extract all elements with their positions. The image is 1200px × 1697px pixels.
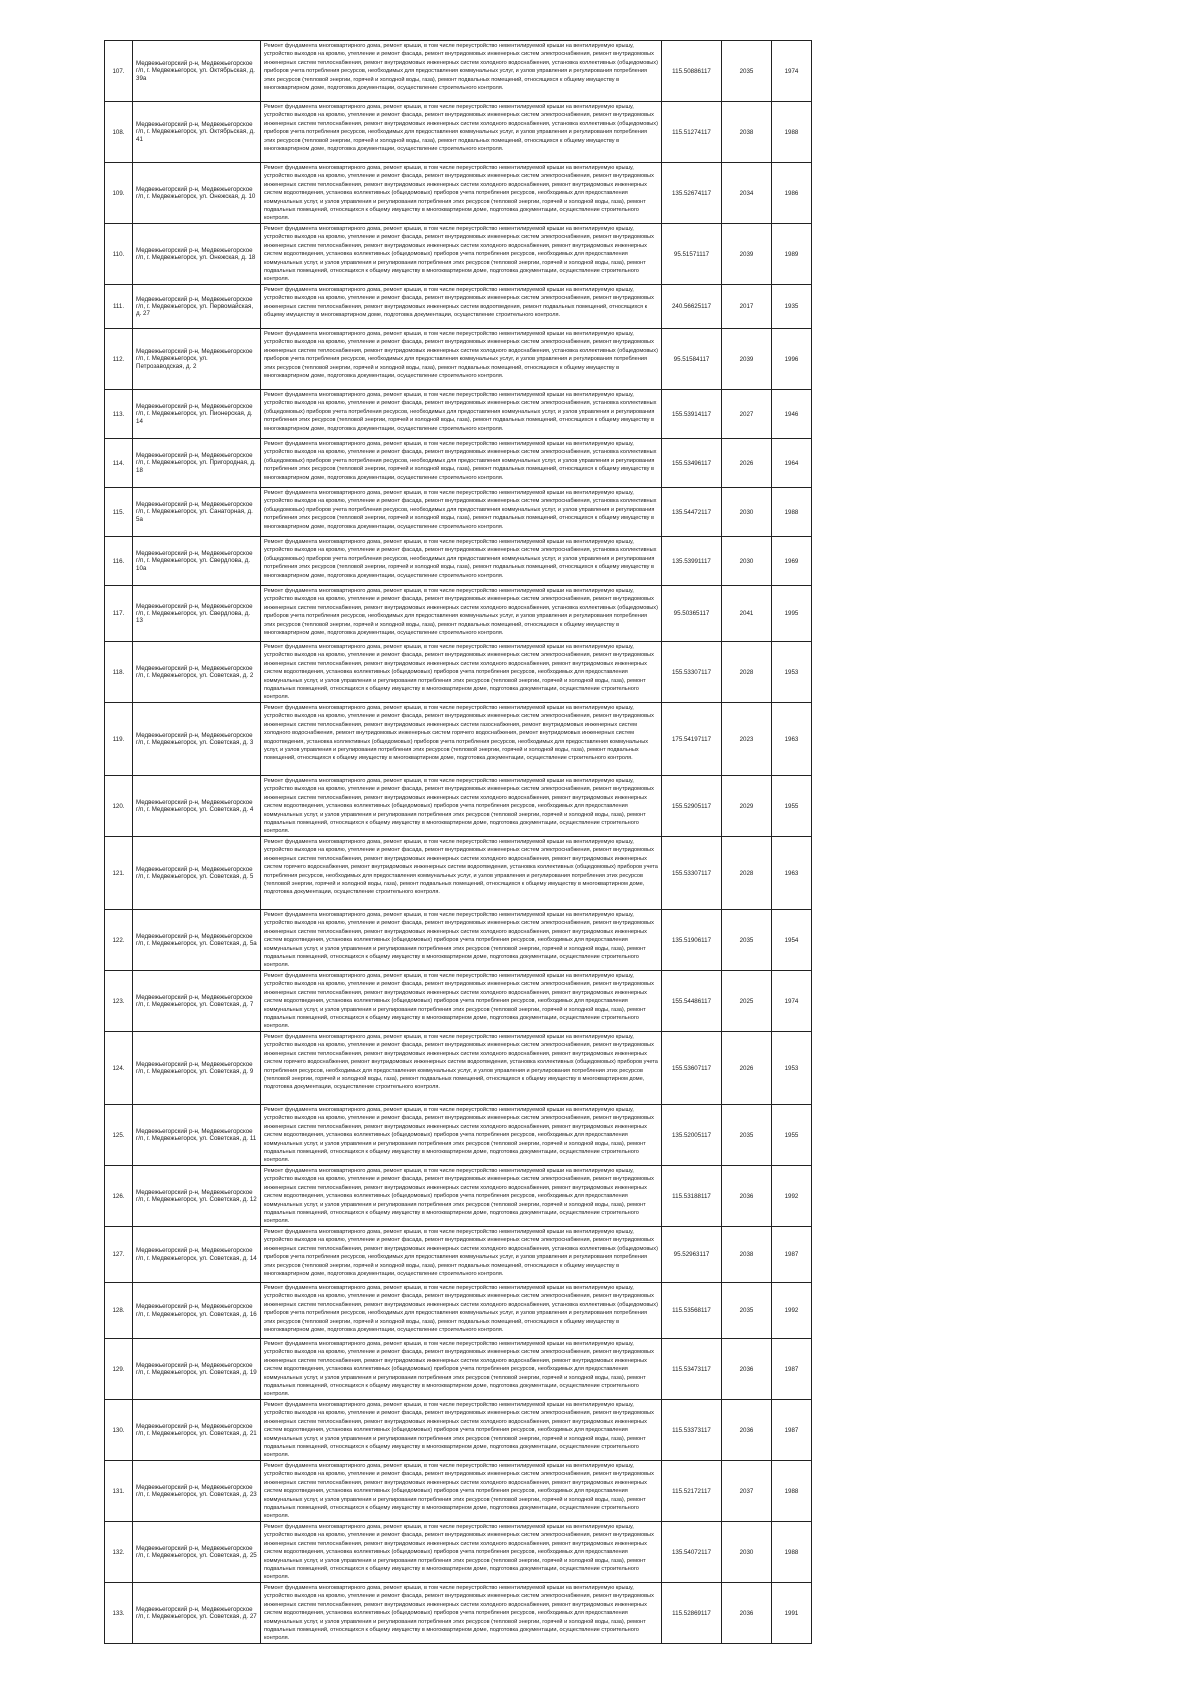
- year-cell: 2025: [722, 971, 772, 1032]
- built-year-cell: 1986: [772, 163, 812, 224]
- address-cell: Медвежьегорский р-н, Медвежьегорское г/п, г. Медвежьегорск, ул. Свердлова, д. 10а: [133, 537, 261, 586]
- row-number: 125.: [105, 1105, 133, 1166]
- cost-cell: 115.53188117: [662, 1166, 722, 1227]
- year-cell: 2039: [722, 329, 772, 390]
- year-cell: 2041: [722, 586, 772, 642]
- address-cell: Медвежьегорский р-н, Медвежьегорское г/п, г. Медвежьегорск, ул. Советская, д. 3: [133, 703, 261, 776]
- built-year-cell: 1963: [772, 703, 812, 776]
- built-year-cell: 1987: [772, 1227, 812, 1283]
- cost-cell: 95.51571117: [662, 224, 722, 285]
- built-year-cell: 1987: [772, 1400, 812, 1461]
- year-cell: 2026: [722, 1032, 772, 1105]
- document-page: [104, 40, 811, 1644]
- row-number: 128.: [105, 1283, 133, 1339]
- row-number: 107.: [105, 41, 133, 102]
- works-cell: [261, 41, 662, 102]
- cost-cell: 115.53568117: [662, 1283, 722, 1339]
- cost-cell: 155.53607117: [662, 1032, 722, 1105]
- works-description: Ремонт фундамента многоквартирного дома, ремонт крыши, в том числе переустройство невентилируемой крыши на вентилируемую крышу, устройство выходов на кровлю, утепление и ремонт фасада, ремонт внутридомовых инженерных систем электроснабжения, установка коллективных (общедомовых) приборов учета потребления ресурсов, необходимых для предоставления коммунальных услуг, и узлов управления и регулирования потребления этих ресурсов (тепловой энергии, горячей и холодной воды, газа), ремонт подвальных помещений, относящихся к общему имуществу в многоквартирном доме, подготовка документации, осуществление строительного контроля.: [264, 539, 657, 579]
- works-description: Ремонт фундамента многоквартирного дома, ремонт крыши, в том числе переустройство невентилируемой крыши на вентилируемую крышу, устройство выходов на кровлю, утепление и ремонт фасада, ремонт внутридомовых инженерных систем электроснабжения, ремонт внутридомовых инженерных систем теплоснабжения, ремонт внутридомовых инженерных систем холодного водоснабжения, ремонт внутридомовых инженерных систем горячего водоснабжения, ремонт внутридомовых инженерных систем водоотведения, установка коллективных (общедомовых) приборов учета потребления ресурсов, необходимых для предоставления коммунальных услуг, и узлов управления и регулирования потребления этих ресурсов (тепловой энергии, горячей и холодной воды, газа), ремонт подвальных помещений, относящихся к общему имуществу в многоквартирном доме, подготовка документации, осуществление строительного контроля.: [264, 1034, 658, 1091]
- built-year-cell: 1996: [772, 329, 812, 390]
- works-description: Ремонт фундамента многоквартирного дома, ремонт крыши, в том числе переустройство невентилируемой крыши на вентилируемую крышу, устройство выходов на кровлю, утепление и ремонт фасада, ремонт внутридомовых инженерных систем электроснабжения, ремонт внутридомовых инженерных систем теплоснабжения, ремонт внутридомовых инженерных систем водоотведения, ремонт подвальных помещений, относящихся к общему имуществу в многоквартирном доме, подготовка документации, осуществление строительного контроля.: [264, 287, 654, 319]
- works-description: Ремонт фундамента многоквартирного дома, ремонт крыши, в том числе переустройство невентилируемой крыши на вентилируемую крышу, устройство выходов на кровлю, утепление и ремонт фасада, ремонт внутридомовых инженерных систем электроснабжения, ремонт внутридомовых инженерных систем теплоснабжения, ремонт внутридомовых инженерных систем холодного водоснабжения, ремонт внутридомовых инженерных систем водоотведения, установка коллективных (общедомовых) приборов учета потребления ресурсов, необходимых для предоставления коммунальных услуг, и узлов управления и регулирования потребления этих ресурсов (тепловой энергии, горячей и холодной воды, газа), ремонт подвальных помещений, относящихся к общему имуществу в многоквартирном доме, подготовка документации, осуществление строительного контроля.: [264, 1585, 654, 1642]
- cost-cell: 155.53307117: [662, 642, 722, 703]
- cost-cell: 95.51584117: [662, 329, 722, 390]
- address-cell: Медвежьегорский р-н, Медвежьегорское г/п, г. Медвежьегорск, ул. Советская, д. 5а: [133, 910, 261, 971]
- works-description: Ремонт фундамента многоквартирного дома, ремонт крыши, в том числе переустройство невентилируемой крыши на вентилируемую крышу, устройство выходов на кровлю, утепление и ремонт фасада, ремонт внутридомовых инженерных систем электроснабжения, ремонт внутридомовых инженерных систем теплоснабжения, ремонт внутридомовых инженерных систем холодного водоснабжения, ремонт внутридомовых инженерных систем водоотведения, установка коллективных (общедомовых) приборов учета потребления ресурсов, необходимых для предоставления коммунальных услуг, и узлов управления и регулирования потребления этих ресурсов (тепловой энергии, горячей и холодной воды, газа), ремонт подвальных помещений, относящихся к общему имуществу в многоквартирном доме, подготовка документации, осуществление строительного контроля.: [264, 973, 654, 1030]
- works-description: Ремонт фундамента многоквартирного дома, ремонт крыши, в том числе переустройство невентилируемой крыши на вентилируемую крышу, устройство выходов на кровлю, утепление и ремонт фасада, ремонт внутридомовых инженерных систем электроснабжения, ремонт внутридомовых инженерных систем теплоснабжения, ремонт внутридомовых инженерных систем холодного водоснабжения, ремонт внутридомовых инженерных систем горячего водоснабжения, ремонт внутридомовых инженерных систем водоотведения, установка коллективных (общедомовых) приборов учета потребления ресурсов, необходимых для предоставления коммунальных услуг, и узлов управления и регулирования потребления этих ресурсов (тепловой энергии, горячей и холодной воды, газа), ремонт подвальных помещений, относящихся к общему имуществу в многоквартирном доме, подготовка документации, осуществление строительного контроля.: [264, 839, 658, 896]
- row-number: 130.: [105, 1400, 133, 1461]
- year-cell: 2035: [722, 910, 772, 971]
- works-cell: [261, 837, 662, 910]
- works-cell: [261, 1105, 662, 1166]
- table-body: [105, 41, 812, 1644]
- cost-cell: 135.52005117: [662, 1105, 722, 1166]
- row-number: 108.: [105, 102, 133, 163]
- year-cell: 2023: [722, 703, 772, 776]
- year-cell: 2036: [722, 1400, 772, 1461]
- table-row: [105, 1400, 812, 1461]
- row-number: 127.: [105, 1227, 133, 1283]
- row-number: 115.: [105, 488, 133, 537]
- works-cell: [261, 703, 662, 776]
- cost-cell: 155.53307117: [662, 837, 722, 910]
- built-year-cell: 1988: [772, 102, 812, 163]
- year-cell: 2017: [722, 285, 772, 329]
- works-cell: [261, 776, 662, 837]
- works-description: Ремонт фундамента многоквартирного дома, ремонт крыши, в том числе переустройство невентилируемой крыши на вентилируемую крышу, устройство выходов на кровлю, утепление и ремонт фасада, ремонт внутридомовых инженерных систем электроснабжения, ремонт внутридомовых инженерных систем теплоснабжения, ремонт внутридомовых инженерных систем холодного водоснабжения, ремонт внутридомовых инженерных систем водоотведения, установка коллективных (общедомовых) приборов учета потребления ресурсов, необходимых для предоставления коммунальных услуг, и узлов управления и регулирования потребления этих ресурсов (тепловой энергии, горячей и холодной воды, газа), ремонт подвальных помещений, относящихся к общему имуществу в многоквартирном доме, подготовка документации, осуществление строительного контроля.: [264, 1168, 654, 1225]
- table-row: [105, 224, 812, 285]
- built-year-cell: 1992: [772, 1166, 812, 1227]
- address-cell: Медвежьегорский р-н, Медвежьегорское г/п, г. Медвежьегорск, ул. Первомайская, д. 27: [133, 285, 261, 329]
- works-description: Ремонт фундамента многоквартирного дома, ремонт крыши, в том числе переустройство невентилируемой крыши на вентилируемую крышу, устройство выходов на кровлю, утепление и ремонт фасада, ремонт внутридомовых инженерных систем электроснабжения, ремонт внутридомовых инженерных систем теплоснабжения, ремонт внутридомовых инженерных систем холодного водоснабжения, установка коллективных (общедомовых) приборов учета потребления ресурсов, необходимых для предоставления коммунальных услуг, и узлов управления и регулирования потребления этих ресурсов (тепловой энергии, горячей и холодной воды, газа), ремонт подвальных помещений, относящихся к общему имуществу в многоквартирном доме, подготовка документации, осуществление строительного контроля.: [264, 588, 658, 637]
- works-cell: [261, 1339, 662, 1400]
- address-cell: Медвежьегорский р-н, Медвежьегорское г/п, г. Медвежьегорск, ул. Советская, д. 12: [133, 1166, 261, 1227]
- cost-cell: 155.52905117: [662, 776, 722, 837]
- table-row: [105, 163, 812, 224]
- cost-cell: 95.50365117: [662, 586, 722, 642]
- row-number: 110.: [105, 224, 133, 285]
- works-description: Ремонт фундамента многоквартирного дома, ремонт крыши, в том числе переустройство невентилируемой крыши на вентилируемую крышу, устройство выходов на кровлю, утепление и ремонт фасада, ремонт внутридомовых инженерных систем электроснабжения, ремонт внутридомовых инженерных систем теплоснабжения, ремонт внутридомовых инженерных систем холодного водоснабжения, ремонт внутридомовых инженерных систем водоотведения, установка коллективных (общедомовых) приборов учета потребления ресурсов, необходимых для предоставления коммунальных услуг, и узлов управления и регулирования потребления этих ресурсов (тепловой энергии, горячей и холодной воды, газа), ремонт подвальных помещений, относящихся к общему имуществу в многоквартирном доме, подготовка документации, осуществление строительного контроля.: [264, 1463, 654, 1520]
- works-cell: [261, 224, 662, 285]
- works-cell: [261, 1166, 662, 1227]
- works-description: Ремонт фундамента многоквартирного дома, ремонт крыши, в том числе переустройство невентилируемой крыши на вентилируемую крышу, устройство выходов на кровлю, утепление и ремонт фасада, ремонт внутридомовых инженерных систем электроснабжения, ремонт внутридомовых инженерных систем теплоснабжения, ремонт внутридомовых инженерных систем холодного водоснабжения, ремонт внутридомовых инженерных систем водоотведения, установка коллективных (общедомовых) приборов учета потребления ресурсов, необходимых для предоставления коммунальных услуг, и узлов управления и регулирования потребления этих ресурсов (тепловой энергии, горячей и холодной воды, газа), ремонт подвальных помещений, относящихся к общему имуществу в многоквартирном доме, подготовка документации, осуществление строительного контроля.: [264, 1341, 654, 1398]
- address-cell: Медвежьегорский р-н, Медвежьегорское г/п, г. Медвежьегорск, ул. Советская, д. 23: [133, 1461, 261, 1522]
- works-cell: [261, 488, 662, 537]
- built-year-cell: 1964: [772, 439, 812, 488]
- built-year-cell: 1992: [772, 1283, 812, 1339]
- cost-cell: 115.50886117: [662, 41, 722, 102]
- cost-cell: 175.54197117: [662, 703, 722, 776]
- works-description: Ремонт фундамента многоквартирного дома, ремонт крыши, в том числе переустройство невентилируемой крыши на вентилируемую крышу, устройство выходов на кровлю, утепление и ремонт фасада, ремонт внутридомовых инженерных систем электроснабжения, ремонт внутридомовых инженерных систем теплоснабжения, ремонт внутридомовых инженерных систем холодного водоснабжения, установка коллективных (общедомовых) приборов учета потребления ресурсов, необходимых для предоставления коммунальных услуг, и узлов управления и регулирования потребления этих ресурсов (тепловой энергии, горячей и холодной воды, газа), ремонт подвальных помещений, относящихся к общему имуществу в многоквартирном доме, подготовка документации, осуществление строительного контроля.: [264, 43, 658, 92]
- cost-cell: 115.53373117: [662, 1400, 722, 1461]
- table-row: [105, 329, 812, 390]
- works-cell: [261, 1461, 662, 1522]
- built-year-cell: 1953: [772, 642, 812, 703]
- table-row: [105, 1583, 812, 1644]
- row-number: 114.: [105, 439, 133, 488]
- works-description: Ремонт фундамента многоквартирного дома, ремонт крыши, в том числе переустройство невентилируемой крыши на вентилируемую крышу, устройство выходов на кровлю, утепление и ремонт фасада, ремонт внутридомовых инженерных систем электроснабжения, ремонт внутридомовых инженерных систем теплоснабжения, ремонт внутридомовых инженерных систем холодного водоснабжения, ремонт внутридомовых инженерных систем водоотведения, установка коллективных (общедомовых) приборов учета потребления ресурсов, необходимых для предоставления коммунальных услуг, и узлов управления и регулирования потребления этих ресурсов (тепловой энергии, горячей и холодной воды, газа), ремонт подвальных помещений, относящихся к общему имуществу в многоквартирном доме, подготовка документации, осуществление строительного контроля.: [264, 778, 654, 835]
- year-cell: 2030: [722, 488, 772, 537]
- works-description: Ремонт фундамента многоквартирного дома, ремонт крыши, в том числе переустройство невентилируемой крыши на вентилируемую крышу, устройство выходов на кровлю, утепление и ремонт фасада, ремонт внутридомовых инженерных систем электроснабжения, установка коллективных (общедомовых) приборов учета потребления ресурсов, необходимых для предоставления коммунальных услуг, и узлов управления и регулирования потребления этих ресурсов (тепловой энергии, горячей и холодной воды, газа), ремонт подвальных помещений, относящихся к общему имуществу в многоквартирном доме, подготовка документации, осуществление строительного контроля.: [264, 490, 657, 530]
- housing-register-table: [104, 40, 812, 1644]
- cost-cell: 115.51274117: [662, 102, 722, 163]
- cost-cell: 155.54486117: [662, 971, 722, 1032]
- row-number: 123.: [105, 971, 133, 1032]
- row-number: 112.: [105, 329, 133, 390]
- table-row: [105, 439, 812, 488]
- row-number: 111.: [105, 285, 133, 329]
- table-row: [105, 390, 812, 439]
- works-cell: [261, 586, 662, 642]
- row-number: 116.: [105, 537, 133, 586]
- cost-cell: 135.54072117: [662, 1522, 722, 1583]
- address-cell: Медвежьегорский р-н, Медвежьегорское г/п, г. Медвежьегорск, ул. Советская, д. 9: [133, 1032, 261, 1105]
- year-cell: 2037: [722, 1461, 772, 1522]
- year-cell: 2028: [722, 642, 772, 703]
- works-cell: [261, 971, 662, 1032]
- year-cell: 2029: [722, 776, 772, 837]
- built-year-cell: 1963: [772, 837, 812, 910]
- cost-cell: 115.53473117: [662, 1339, 722, 1400]
- cost-cell: 240.56625117: [662, 285, 722, 329]
- built-year-cell: 1969: [772, 537, 812, 586]
- cost-cell: 135.54472117: [662, 488, 722, 537]
- built-year-cell: 1935: [772, 285, 812, 329]
- works-cell: [261, 1227, 662, 1283]
- address-cell: Медвежьегорский р-н, Медвежьегорское г/п, г. Медвежьегорск, ул. Советская, д. 11: [133, 1105, 261, 1166]
- year-cell: 2038: [722, 102, 772, 163]
- year-cell: 2035: [722, 1283, 772, 1339]
- cost-cell: 135.52674117: [662, 163, 722, 224]
- works-cell: [261, 1583, 662, 1644]
- address-cell: Медвежьегорский р-н, Медвежьегорское г/п, г. Медвежьегорск, ул. Советская, д. 7: [133, 971, 261, 1032]
- works-cell: [261, 439, 662, 488]
- works-cell: [261, 329, 662, 390]
- works-cell: [261, 537, 662, 586]
- row-number: 126.: [105, 1166, 133, 1227]
- row-number: 133.: [105, 1583, 133, 1644]
- address-cell: Медвежьегорский р-н, Медвежьегорское г/п, г. Медвежьегорск, ул. Онежская, д. 10: [133, 163, 261, 224]
- address-cell: Медвежьегорский р-н, Медвежьегорское г/п, г. Медвежьегорск, ул. Пригородная, д. 18: [133, 439, 261, 488]
- year-cell: 2026: [722, 439, 772, 488]
- works-cell: [261, 642, 662, 703]
- address-cell: Медвежьегорский р-н, Медвежьегорское г/п, г. Медвежьегорск, ул. Советская, д. 5: [133, 837, 261, 910]
- year-cell: 2036: [722, 1583, 772, 1644]
- year-cell: 2028: [722, 837, 772, 910]
- year-cell: 2036: [722, 1339, 772, 1400]
- works-cell: [261, 1522, 662, 1583]
- table-row: [105, 1522, 812, 1583]
- works-description: Ремонт фундамента многоквартирного дома, ремонт крыши, в том числе переустройство невентилируемой крыши на вентилируемую крышу, устройство выходов на кровлю, утепление и ремонт фасада, ремонт внутридомовых инженерных систем электроснабжения, ремонт внутридомовых инженерных систем теплоснабжения, ремонт внутридомовых инженерных систем холодного водоснабжения, установка коллективных (общедомовых) приборов учета потребления ресурсов, необходимых для предоставления коммунальных услуг, и узлов управления и регулирования потребления этих ресурсов (тепловой энергии, горячей и холодной воды, газа), ремонт подвальных помещений, относящихся к общему имуществу в многоквартирном доме, подготовка документации, осуществление строительного контроля.: [264, 104, 658, 153]
- works-description: Ремонт фундамента многоквартирного дома, ремонт крыши, в том числе переустройство невентилируемой крыши на вентилируемую крышу, устройство выходов на кровлю, утепление и ремонт фасада, ремонт внутридомовых инженерных систем электроснабжения, ремонт внутридомовых инженерных систем теплоснабжения, ремонт внутридомовых инженерных систем холодного водоснабжения, ремонт внутридомовых инженерных систем водоотведения, установка коллективных (общедомовых) приборов учета потребления ресурсов, необходимых для предоставления коммунальных услуг, и узлов управления и регулирования потребления этих ресурсов (тепловой энергии, горячей и холодной воды, газа), ремонт подвальных помещений, относящихся к общему имуществу в многоквартирном доме, подготовка документации, осуществление строительного контроля.: [264, 165, 654, 222]
- works-description: Ремонт фундамента многоквартирного дома, ремонт крыши, в том числе переустройство невентилируемой крыши на вентилируемую крышу, устройство выходов на кровлю, утепление и ремонт фасада, ремонт внутридомовых инженерных систем электроснабжения, ремонт внутридомовых инженерных систем теплоснабжения, ремонт внутридомовых инженерных систем холодного водоснабжения, установка коллективных (общедомовых) приборов учета потребления ресурсов, необходимых для предоставления коммунальных услуг, и узлов управления и регулирования потребления этих ресурсов (тепловой энергии, горячей и холодной воды, газа), ремонт подвальных помещений, относящихся к общему имуществу в многоквартирном доме, подготовка документации, осуществление строительного контроля.: [264, 331, 658, 380]
- address-cell: Медвежьегорский р-н, Медвежьегорское г/п, г. Медвежьегорск, ул. Онежская, д. 18: [133, 224, 261, 285]
- built-year-cell: 1955: [772, 776, 812, 837]
- row-number: 119.: [105, 703, 133, 776]
- cost-cell: 115.52869117: [662, 1583, 722, 1644]
- address-cell: Медвежьегорский р-н, Медвежьегорское г/п, г. Медвежьегорск, ул. Советская, д. 19: [133, 1339, 261, 1400]
- year-cell: 2030: [722, 537, 772, 586]
- table-row: [105, 642, 812, 703]
- row-number: 131.: [105, 1461, 133, 1522]
- year-cell: 2027: [722, 390, 772, 439]
- built-year-cell: 1954: [772, 910, 812, 971]
- address-cell: Медвежьегорский р-н, Медвежьегорское г/п, г. Медвежьегорск, ул. Советская, д. 16: [133, 1283, 261, 1339]
- table-row: [105, 776, 812, 837]
- built-year-cell: 1953: [772, 1032, 812, 1105]
- year-cell: 2034: [722, 163, 772, 224]
- cost-cell: 115.52172117: [662, 1461, 722, 1522]
- address-cell: Медвежьегорский р-н, Медвежьегорское г/п, г. Медвежьегорск, ул. Свердлова, д. 13: [133, 586, 261, 642]
- works-description: Ремонт фундамента многоквартирного дома, ремонт крыши, в том числе переустройство невентилируемой крыши на вентилируемую крышу, устройство выходов на кровлю, утепление и ремонт фасада, ремонт внутридомовых инженерных систем электроснабжения, ремонт внутридомовых инженерных систем теплоснабжения, ремонт внутридомовых инженерных систем холодного водоснабжения, ремонт внутридомовых инженерных систем водоотведения, установка коллективных (общедомовых) приборов учета потребления ресурсов, необходимых для предоставления коммунальных услуг, и узлов управления и регулирования потребления этих ресурсов (тепловой энергии, горячей и холодной воды, газа), ремонт подвальных помещений, относящихся к общему имуществу в многоквартирном доме, подготовка документации, осуществление строительного контроля.: [264, 1107, 654, 1164]
- table-row: [105, 488, 812, 537]
- works-description: Ремонт фундамента многоквартирного дома, ремонт крыши, в том числе переустройство невентилируемой крыши на вентилируемую крышу, устройство выходов на кровлю, утепление и ремонт фасада, ремонт внутридомовых инженерных систем электроснабжения, установка коллективных (общедомовых) приборов учета потребления ресурсов, необходимых для предоставления коммунальных услуг, и узлов управления и регулирования потребления этих ресурсов (тепловой энергии, горячей и холодной воды, газа), ремонт подвальных помещений, относящихся к общему имуществу в многоквартирном доме, подготовка документации, осуществление строительного контроля.: [264, 392, 657, 432]
- works-description: Ремонт фундамента многоквартирного дома, ремонт крыши, в том числе переустройство невентилируемой крыши на вентилируемую крышу, устройство выходов на кровлю, утепление и ремонт фасада, ремонт внутридомовых инженерных систем электроснабжения, установка коллективных (общедомовых) приборов учета потребления ресурсов, необходимых для предоставления коммунальных услуг, и узлов управления и регулирования потребления этих ресурсов (тепловой энергии, горячей и холодной воды, газа), ремонт подвальных помещений, относящихся к общему имуществу в многоквартирном доме, подготовка документации, осуществление строительного контроля.: [264, 441, 657, 481]
- year-cell: 2035: [722, 41, 772, 102]
- table-row: [105, 537, 812, 586]
- address-cell: Медвежьегорский р-н, Медвежьегорское г/п, г. Медвежьегорск, ул. Советская, д. 14: [133, 1227, 261, 1283]
- works-cell: [261, 390, 662, 439]
- address-cell: Медвежьегорский р-н, Медвежьегорское г/п, г. Медвежьегорск, ул. Пионерская, д. 14: [133, 390, 261, 439]
- year-cell: 2039: [722, 224, 772, 285]
- built-year-cell: 1987: [772, 1339, 812, 1400]
- table-row: [105, 285, 812, 329]
- address-cell: Медвежьегорский р-н, Медвежьегорское г/п, г. Медвежьегорск, ул. Советская, д. 21: [133, 1400, 261, 1461]
- works-description: Ремонт фундамента многоквартирного дома, ремонт крыши, в том числе переустройство невентилируемой крыши на вентилируемую крышу, устройство выходов на кровлю, утепление и ремонт фасада, ремонт внутридомовых инженерных систем электроснабжения, ремонт внутридомовых инженерных систем теплоснабжения, ремонт внутридомовых инженерных систем газоснабжения, ремонт внутридомовых инженерных систем холодного водоснабжения, ремонт внутридомовых инженерных систем горячего водоснабжения, ремонт внутридомовых инженерных систем водоотведения, установка коллективных (общедомовых) приборов учета потребления ресурсов, необходимых для предоставления коммунальных услуг, и узлов управления и регулирования потребления этих ресурсов (тепловой энергии, горячей и холодной воды, газа), ремонт подвальных помещений, относящихся к общему имуществу в многоквартирном доме, подготовка документации, осуществление строительного контроля.: [264, 705, 654, 762]
- row-number: 132.: [105, 1522, 133, 1583]
- table-row: [105, 586, 812, 642]
- table-row: [105, 1227, 812, 1283]
- table-row: [105, 1283, 812, 1339]
- row-number: 118.: [105, 642, 133, 703]
- table-row: [105, 41, 812, 102]
- row-number: 120.: [105, 776, 133, 837]
- works-cell: [261, 910, 662, 971]
- built-year-cell: 1974: [772, 971, 812, 1032]
- works-cell: [261, 285, 662, 329]
- cost-cell: 95.52963117: [662, 1227, 722, 1283]
- address-cell: Медвежьегорский р-н, Медвежьегорское г/п, г. Медвежьегорск, ул. Советская, д. 25: [133, 1522, 261, 1583]
- cost-cell: 135.51906117: [662, 910, 722, 971]
- built-year-cell: 1955: [772, 1105, 812, 1166]
- built-year-cell: 1988: [772, 1461, 812, 1522]
- built-year-cell: 1946: [772, 390, 812, 439]
- table-row: [105, 971, 812, 1032]
- year-cell: 2036: [722, 1166, 772, 1227]
- table-row: [105, 1105, 812, 1166]
- works-cell: [261, 102, 662, 163]
- table-row: [105, 1166, 812, 1227]
- address-cell: Медвежьегорский р-н, Медвежьегорское г/п, г. Медвежьегорск, ул. Октябрьская, д. 41: [133, 102, 261, 163]
- cost-cell: 155.53496117: [662, 439, 722, 488]
- built-year-cell: 1988: [772, 1522, 812, 1583]
- address-cell: Медвежьегорский р-н, Медвежьегорское г/п, г. Медвежьегорск, ул. Санаторная, д. 5а: [133, 488, 261, 537]
- cost-cell: 135.53991117: [662, 537, 722, 586]
- works-cell: [261, 1283, 662, 1339]
- table-row: [105, 910, 812, 971]
- address-cell: Медвежьегорский р-н, Медвежьегорское г/п, г. Медвежьегорск, ул. Советская, д. 4: [133, 776, 261, 837]
- built-year-cell: 1988: [772, 488, 812, 537]
- built-year-cell: 1974: [772, 41, 812, 102]
- table-row: [105, 1032, 812, 1105]
- row-number: 129.: [105, 1339, 133, 1400]
- year-cell: 2038: [722, 1227, 772, 1283]
- row-number: 109.: [105, 163, 133, 224]
- built-year-cell: 1995: [772, 586, 812, 642]
- table-row: [105, 703, 812, 776]
- row-number: 117.: [105, 586, 133, 642]
- built-year-cell: 1991: [772, 1583, 812, 1644]
- built-year-cell: 1989: [772, 224, 812, 285]
- works-description: Ремонт фундамента многоквартирного дома, ремонт крыши, в том числе переустройство невентилируемой крыши на вентилируемую крышу, устройство выходов на кровлю, утепление и ремонт фасада, ремонт внутридомовых инженерных систем электроснабжения, ремонт внутридомовых инженерных систем теплоснабжения, ремонт внутридомовых инженерных систем холодного водоснабжения, ремонт внутридомовых инженерных систем водоотведения, установка коллективных (общедомовых) приборов учета потребления ресурсов, необходимых для предоставления коммунальных услуг, и узлов управления и регулирования потребления этих ресурсов (тепловой энергии, горячей и холодной воды, газа), ремонт подвальных помещений, относящихся к общему имуществу в многоквартирном доме, подготовка документации, осуществление строительного контроля.: [264, 226, 654, 283]
- works-description: Ремонт фундамента многоквартирного дома, ремонт крыши, в том числе переустройство невентилируемой крыши на вентилируемую крышу, устройство выходов на кровлю, утепление и ремонт фасада, ремонт внутридомовых инженерных систем электроснабжения, ремонт внутридомовых инженерных систем теплоснабжения, ремонт внутридомовых инженерных систем холодного водоснабжения, ремонт внутридомовых инженерных систем водоотведения, установка коллективных (общедомовых) приборов учета потребления ресурсов, необходимых для предоставления коммунальных услуг, и узлов управления и регулирования потребления этих ресурсов (тепловой энергии, горячей и холодной воды, газа), ремонт подвальных помещений, относящихся к общему имуществу в многоквартирном доме, подготовка документации, осуществление строительного контроля.: [264, 644, 654, 701]
- table-row: [105, 1339, 812, 1400]
- row-number: 121.: [105, 837, 133, 910]
- works-description: Ремонт фундамента многоквартирного дома, ремонт крыши, в том числе переустройство невентилируемой крыши на вентилируемую крышу, устройство выходов на кровлю, утепление и ремонт фасада, ремонт внутридомовых инженерных систем электроснабжения, ремонт внутридомовых инженерных систем теплоснабжения, ремонт внутридомовых инженерных систем холодного водоснабжения, ремонт внутридомовых инженерных систем водоотведения, установка коллективных (общедомовых) приборов учета потребления ресурсов, необходимых для предоставления коммунальных услуг, и узлов управления и регулирования потребления этих ресурсов (тепловой энергии, горячей и холодной воды, газа), ремонт подвальных помещений, относящихся к общему имуществу в многоквартирном доме, подготовка документации, осуществление строительного контроля.: [264, 1402, 654, 1459]
- row-number: 124.: [105, 1032, 133, 1105]
- works-description: Ремонт фундамента многоквартирного дома, ремонт крыши, в том числе переустройство невентилируемой крыши на вентилируемую крышу, устройство выходов на кровлю, утепление и ремонт фасада, ремонт внутридомовых инженерных систем электроснабжения, ремонт внутридомовых инженерных систем теплоснабжения, ремонт внутридомовых инженерных систем холодного водоснабжения, ремонт внутридомовых инженерных систем водоотведения, установка коллективных (общедомовых) приборов учета потребления ресурсов, необходимых для предоставления коммунальных услуг, и узлов управления и регулирования потребления этих ресурсов (тепловой энергии, горячей и холодной воды, газа), ремонт подвальных помещений, относящихся к общему имуществу в многоквартирном доме, подготовка документации, осуществление строительного контроля.: [264, 912, 654, 969]
- year-cell: 2030: [722, 1522, 772, 1583]
- works-description: Ремонт фундамента многоквартирного дома, ремонт крыши, в том числе переустройство невентилируемой крыши на вентилируемую крышу, устройство выходов на кровлю, утепление и ремонт фасада, ремонт внутридомовых инженерных систем электроснабжения, ремонт внутридомовых инженерных систем теплоснабжения, ремонт внутридомовых инженерных систем холодного водоснабжения, ремонт внутридомовых инженерных систем водоотведения, установка коллективных (общедомовых) приборов учета потребления ресурсов, необходимых для предоставления коммунальных услуг, и узлов управления и регулирования потребления этих ресурсов (тепловой энергии, горячей и холодной воды, газа), ремонт подвальных помещений, относящихся к общему имуществу в многоквартирном доме, подготовка документации, осуществление строительного контроля.: [264, 1524, 654, 1581]
- address-cell: Медвежьегорский р-н, Медвежьегорское г/п, г. Медвежьегорск, ул. Петрозаводская, д. 2: [133, 329, 261, 390]
- works-description: Ремонт фундамента многоквартирного дома, ремонт крыши, в том числе переустройство невентилируемой крыши на вентилируемую крышу, устройство выходов на кровлю, утепление и ремонт фасада, ремонт внутридомовых инженерных систем электроснабжения, ремонт внутридомовых инженерных систем теплоснабжения, ремонт внутридомовых инженерных систем холодного водоснабжения, установка коллективных (общедомовых) приборов учета потребления ресурсов, необходимых для предоставления коммунальных услуг, и узлов управления и регулирования потребления этих ресурсов (тепловой энергии, горячей и холодной воды, газа), ремонт подвальных помещений, относящихся к общему имуществу в многоквартирном доме, подготовка документации, осуществление строительного контроля.: [264, 1285, 658, 1334]
- works-cell: [261, 163, 662, 224]
- works-description: Ремонт фундамента многоквартирного дома, ремонт крыши, в том числе переустройство невентилируемой крыши на вентилируемую крышу, устройство выходов на кровлю, утепление и ремонт фасада, ремонт внутридомовых инженерных систем электроснабжения, ремонт внутридомовых инженерных систем теплоснабжения, ремонт внутридомовых инженерных систем холодного водоснабжения, установка коллективных (общедомовых) приборов учета потребления ресурсов, необходимых для предоставления коммунальных услуг, и узлов управления и регулирования потребления этих ресурсов (тепловой энергии, горячей и холодной воды, газа), ремонт подвальных помещений, относящихся к общему имуществу в многоквартирном доме, подготовка документации, осуществление строительного контроля.: [264, 1229, 658, 1278]
- address-cell: Медвежьегорский р-н, Медвежьегорское г/п, г. Медвежьегорск, ул. Советская, д. 2: [133, 642, 261, 703]
- address-cell: Медвежьегорский р-н, Медвежьегорское г/п, г. Медвежьегорск, ул. Советская, д. 27: [133, 1583, 261, 1644]
- year-cell: 2035: [722, 1105, 772, 1166]
- works-cell: [261, 1400, 662, 1461]
- row-number: 122.: [105, 910, 133, 971]
- address-cell: Медвежьегорский р-н, Медвежьегорское г/п, г. Медвежьегорск, ул. Октябрьская, д. 39а: [133, 41, 261, 102]
- table-row: [105, 837, 812, 910]
- table-row: [105, 102, 812, 163]
- row-number: 113.: [105, 390, 133, 439]
- works-cell: [261, 1032, 662, 1105]
- table-row: [105, 1461, 812, 1522]
- cost-cell: 155.53914117: [662, 390, 722, 439]
